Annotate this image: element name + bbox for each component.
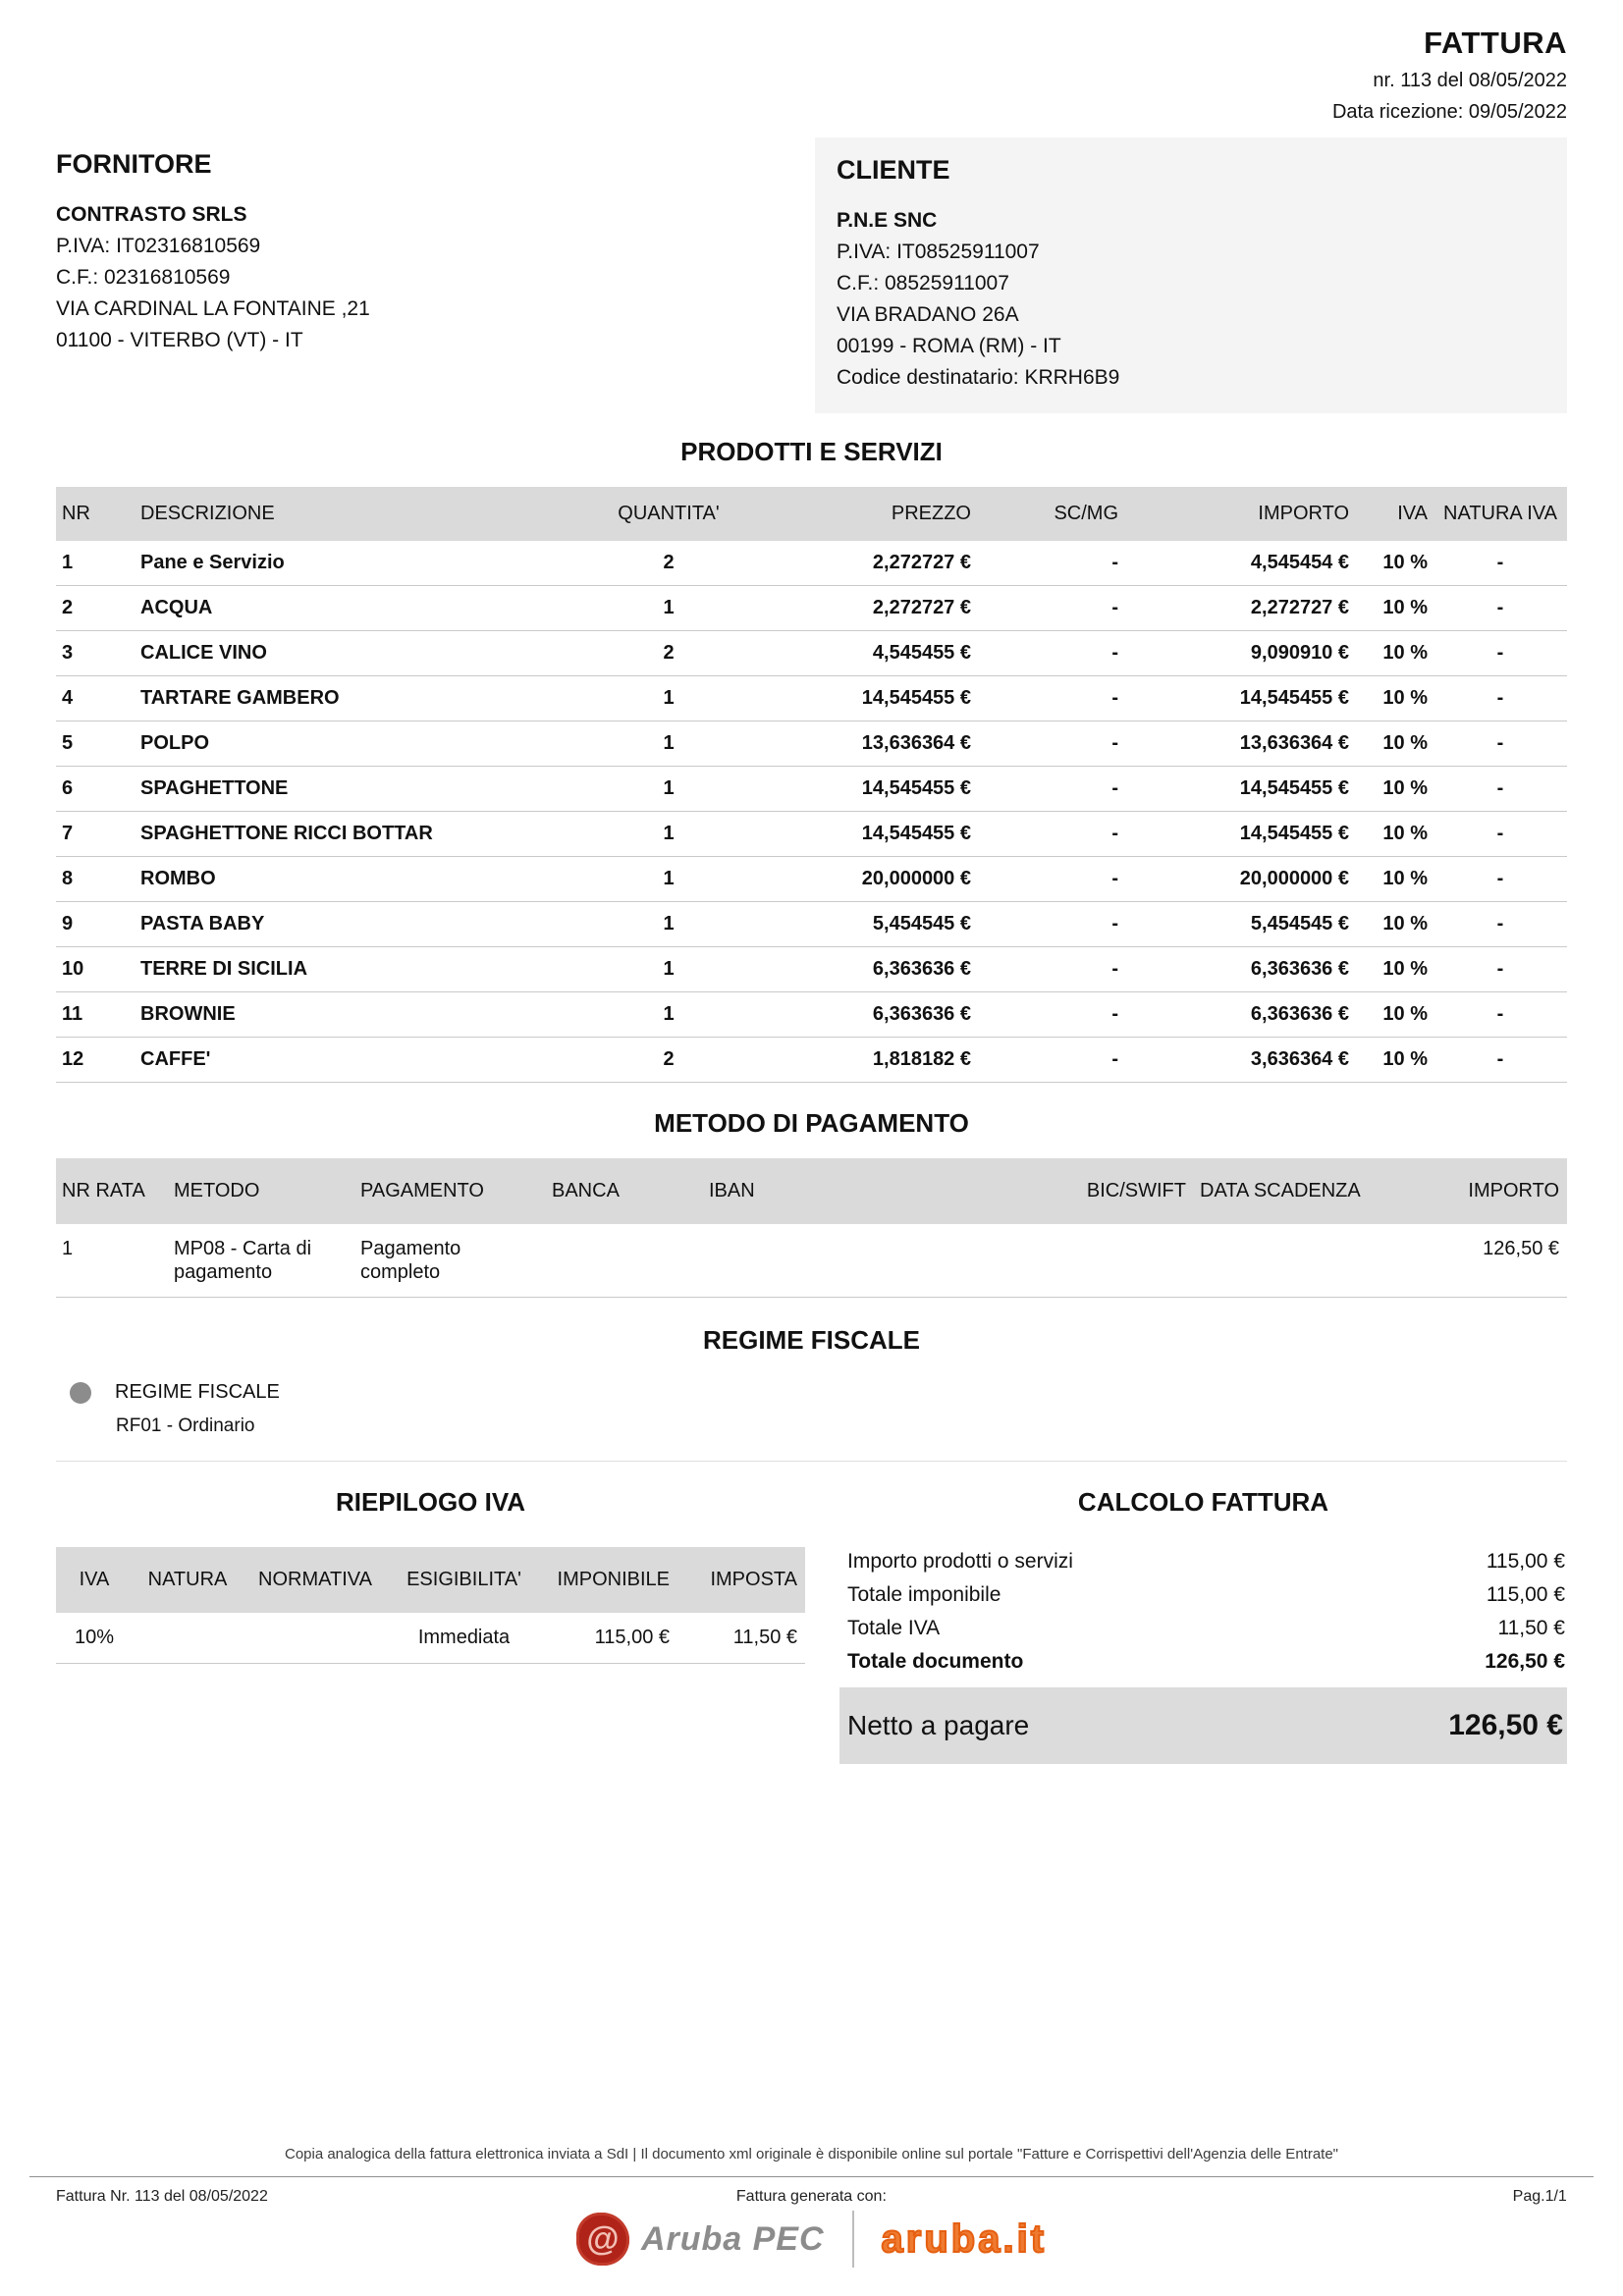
supplier-fiscal-code: C.F.: 02316810569 — [56, 266, 231, 289]
table-cell: 1 — [571, 676, 768, 721]
footer-page-number: Pag.1/1 — [1512, 2188, 1567, 2205]
invoice-number-line: nr. 113 del 08/05/2022 — [1373, 70, 1567, 91]
table-row — [56, 992, 1567, 1038]
table-cell — [1027, 1224, 1194, 1298]
customer-sdi-code: Codice destinatario: KRRH6B9 — [837, 366, 1120, 389]
table-cell: - — [979, 857, 1126, 902]
table-row — [56, 857, 1567, 902]
table-cell: - — [1435, 586, 1567, 631]
table-row — [56, 767, 1567, 812]
table-cell: 2 — [571, 541, 768, 586]
footer-disclaimer: Copia analogica della fattura elettronica inviata a SdI | Il documento xml originale è disponibile online sul portale "Fatture e Corrispettivi dell'Agenzia delle Entrate" — [284, 2146, 1338, 2163]
table-cell: 3 — [56, 631, 135, 676]
table-cell: - — [979, 721, 1126, 767]
products-section — [56, 437, 1567, 1083]
table-cell: 126,50 € — [1400, 1224, 1567, 1298]
table-cell: - — [979, 812, 1126, 857]
table-cell: 10 % — [1357, 767, 1435, 812]
aruba-seal-at-icon: @ — [576, 2213, 629, 2266]
table-header-row — [56, 487, 1567, 541]
table-cell: 11 — [56, 992, 135, 1038]
table-cell: 1 — [571, 992, 768, 1038]
table-cell: - — [1435, 721, 1567, 767]
table-cell: MP08 - Carta di pagamento — [168, 1224, 354, 1298]
totals-value: 126,50 € — [1485, 1650, 1565, 1673]
table-cell: 6 — [56, 767, 135, 812]
column-header: IVA — [56, 1547, 135, 1613]
aruba-pec-logo-text: Aruba PEC — [640, 2219, 825, 2258]
table-cell: 9 — [56, 902, 135, 947]
totals-value: 11,50 € — [1497, 1617, 1565, 1639]
totals-label: Totale imponibile — [847, 1583, 1001, 1606]
table-cell: 7 — [56, 812, 135, 857]
table-cell: POLPO — [135, 721, 571, 767]
table-cell: - — [1435, 857, 1567, 902]
table-cell: 14,545455 € — [1126, 767, 1357, 812]
table-cell: 10 — [56, 947, 135, 992]
table-cell: 14,545455 € — [1126, 676, 1357, 721]
table-cell: 6,363636 € — [768, 992, 979, 1038]
vat-summary-block — [56, 1487, 805, 1764]
table-cell: Immediata — [390, 1613, 540, 1664]
table-cell: 1 — [56, 1224, 168, 1298]
column-header: NR — [56, 487, 135, 541]
table-cell — [703, 1224, 1027, 1298]
table-cell: ACQUA — [135, 586, 571, 631]
table-cell: Pagamento completo — [354, 1224, 546, 1298]
column-header: QUANTITA' — [571, 487, 768, 541]
table-cell: 10 % — [1357, 902, 1435, 947]
supplier-address: VIA CARDINAL LA FONTAINE ,21 — [56, 297, 370, 320]
products-table — [56, 487, 1567, 1083]
table-cell: 14,545455 € — [768, 676, 979, 721]
customer-address: VIA BRADANO 26A — [837, 303, 1019, 326]
table-cell: 1 — [56, 541, 135, 586]
table-cell: - — [1435, 947, 1567, 992]
customer-vat: P.IVA: IT08525911007 — [837, 240, 1040, 263]
table-cell: 3,636364 € — [1126, 1038, 1357, 1083]
table-cell: 1 — [571, 947, 768, 992]
totals-row — [839, 1612, 1567, 1645]
customer-name: P.N.E SNC — [837, 209, 938, 232]
totals-label: Totale documento — [847, 1650, 1024, 1673]
totals-row — [839, 1578, 1567, 1612]
tax-regime-row — [70, 1381, 1567, 1404]
bullet-icon — [70, 1382, 91, 1404]
table-cell: 4 — [56, 676, 135, 721]
table-cell: - — [979, 767, 1126, 812]
table-cell: 2,272727 € — [1126, 586, 1357, 631]
document-title: FATTURA — [1424, 26, 1567, 60]
column-header: PREZZO — [768, 487, 979, 541]
table-cell: 1,818182 € — [768, 1038, 979, 1083]
table-cell: - — [979, 586, 1126, 631]
table-cell: - — [1435, 1038, 1567, 1083]
table-cell: - — [1435, 992, 1567, 1038]
table-cell: 10 % — [1357, 812, 1435, 857]
net-due-value: 126,50 € — [1448, 1709, 1563, 1741]
table-row — [56, 902, 1567, 947]
customer-fiscal-code: C.F.: 08525911007 — [837, 272, 1009, 294]
column-header: PAGAMENTO — [354, 1158, 546, 1224]
table-cell: 6,363636 € — [1126, 947, 1357, 992]
table-cell: 14,545455 € — [1126, 812, 1357, 857]
table-cell: 14,545455 € — [768, 812, 979, 857]
table-cell: 20,000000 € — [768, 857, 979, 902]
table-cell: TARTARE GAMBERO — [135, 676, 571, 721]
table-cell — [243, 1613, 390, 1664]
table-row — [56, 721, 1567, 767]
table-cell: 4,545454 € — [1126, 541, 1357, 586]
table-row — [56, 812, 1567, 857]
table-row — [56, 676, 1567, 721]
tax-regime-section-title: REGIME FISCALE — [702, 1325, 920, 1355]
vat-summary-table — [56, 1547, 805, 1664]
supplier-block — [56, 137, 743, 356]
table-row — [56, 631, 1567, 676]
table-cell: 115,00 € — [540, 1613, 677, 1664]
supplier-name: CONTRASTO SRLS — [56, 203, 247, 226]
table-header-row — [56, 1547, 805, 1613]
column-header: BIC/SWIFT — [1027, 1158, 1194, 1224]
invoice-totals-rows — [839, 1545, 1567, 1679]
supplier-section-title: FORNITORE — [56, 149, 212, 179]
parties-section — [56, 137, 1567, 413]
table-cell — [135, 1613, 243, 1664]
table-cell: 2,272727 € — [768, 586, 979, 631]
table-row — [56, 586, 1567, 631]
table-cell: 1 — [571, 902, 768, 947]
table-cell: 10 % — [1357, 721, 1435, 767]
table-cell: 11,50 € — [677, 1613, 805, 1664]
totals-value: 115,00 € — [1486, 1550, 1565, 1573]
column-header: IBAN — [703, 1158, 1027, 1224]
payment-table — [56, 1158, 1567, 1298]
table-cell: SPAGHETTONE RICCI BOTTAR — [135, 812, 571, 857]
table-cell: 10% — [56, 1613, 135, 1664]
column-header: IVA — [1357, 487, 1435, 541]
column-header: DATA SCADENZA — [1194, 1158, 1400, 1224]
products-section-title: PRODOTTI E SERVIZI — [680, 437, 943, 466]
supplier-city: 01100 - VITERBO (VT) - IT — [56, 329, 303, 351]
table-cell: 1 — [571, 721, 768, 767]
table-cell: CAFFE' — [135, 1038, 571, 1083]
reception-date-line: Data ricezione: 09/05/2022 — [1331, 101, 1567, 123]
column-header: SC/MG — [979, 487, 1126, 541]
table-cell: 2 — [571, 631, 768, 676]
column-header: METODO — [168, 1158, 354, 1224]
aruba-it-logo: aruba.it — [881, 2216, 1048, 2261]
table-cell: - — [1435, 676, 1567, 721]
table-cell: 6,363636 € — [1126, 992, 1357, 1038]
table-cell: 2,272727 € — [768, 541, 979, 586]
column-header: IMPORTO — [1400, 1158, 1567, 1224]
table-cell: 10 % — [1357, 1038, 1435, 1083]
column-header: IMPOSTA — [677, 1547, 805, 1613]
table-cell: - — [979, 541, 1126, 586]
net-due-band — [839, 1687, 1567, 1764]
column-header: IMPORTO — [1126, 487, 1357, 541]
customer-city: 00199 - ROMA (RM) - IT — [837, 335, 1061, 357]
table-cell: BROWNIE — [135, 992, 571, 1038]
table-cell: - — [1435, 541, 1567, 586]
table-cell: 10 % — [1357, 631, 1435, 676]
table-cell: Pane e Servizio — [135, 541, 571, 586]
table-row — [56, 1224, 1567, 1298]
footer-logos — [0, 2211, 1623, 2268]
table-row — [56, 1038, 1567, 1083]
table-cell: CALICE VINO — [135, 631, 571, 676]
column-header: DESCRIZIONE — [135, 487, 571, 541]
table-cell: - — [1435, 767, 1567, 812]
column-header: IMPONIBILE — [540, 1547, 677, 1613]
net-due-label: Netto a pagare — [847, 1710, 1030, 1740]
column-header: BANCA — [546, 1158, 703, 1224]
table-cell: 2 — [56, 586, 135, 631]
totals-label: Totale IVA — [847, 1617, 941, 1639]
table-cell: - — [979, 902, 1126, 947]
table-cell: PASTA BABY — [135, 902, 571, 947]
vat-summary-title: RIEPILOGO IVA — [335, 1487, 526, 1517]
totals-row — [839, 1545, 1567, 1578]
table-cell: 8 — [56, 857, 135, 902]
tax-regime-section — [56, 1325, 1567, 1462]
column-header: NATURA — [135, 1547, 243, 1613]
table-header-row — [56, 1158, 1567, 1224]
column-header: ESIGIBILITA' — [390, 1547, 540, 1613]
table-cell — [546, 1224, 703, 1298]
table-cell: 10 % — [1357, 541, 1435, 586]
document-header — [56, 26, 1567, 124]
table-cell: - — [1435, 631, 1567, 676]
table-cell: 4,545455 € — [768, 631, 979, 676]
table-cell: 1 — [571, 857, 768, 902]
table-cell: TERRE DI SICILIA — [135, 947, 571, 992]
totals-label: Importo prodotti o servizi — [847, 1550, 1073, 1573]
table-row — [56, 541, 1567, 586]
invoice-totals-title: CALCOLO FATTURA — [1077, 1487, 1329, 1517]
table-cell: - — [979, 947, 1126, 992]
table-cell: 1 — [571, 586, 768, 631]
table-cell: 5,454545 € — [1126, 902, 1357, 947]
table-cell: - — [979, 676, 1126, 721]
column-header: NR RATA — [56, 1158, 168, 1224]
table-cell: 2 — [571, 1038, 768, 1083]
table-cell: - — [1435, 812, 1567, 857]
footer-generated-with: Fattura generata con: — [735, 2188, 887, 2205]
tax-regime-label: REGIME FISCALE — [115, 1381, 280, 1403]
customer-section-title: CLIENTE — [837, 155, 950, 185]
table-cell: - — [1435, 902, 1567, 947]
table-cell: ROMBO — [135, 857, 571, 902]
table-row — [56, 1613, 805, 1664]
tax-regime-value: RF01 - Ordinario — [116, 1415, 255, 1436]
table-cell: 20,000000 € — [1126, 857, 1357, 902]
table-cell: 10 % — [1357, 992, 1435, 1038]
table-cell: 10 % — [1357, 947, 1435, 992]
column-header: NATURA IVA — [1435, 487, 1567, 541]
column-header: NORMATIVA — [243, 1547, 390, 1613]
table-cell: 5 — [56, 721, 135, 767]
payment-section-title: METODO DI PAGAMENTO — [654, 1108, 969, 1138]
table-cell: 13,636364 € — [1126, 721, 1357, 767]
table-cell: 1 — [571, 812, 768, 857]
table-cell: 13,636364 € — [768, 721, 979, 767]
table-cell: 10 % — [1357, 857, 1435, 902]
logo-divider — [852, 2211, 854, 2268]
table-cell: - — [979, 631, 1126, 676]
table-cell: 5,454545 € — [768, 902, 979, 947]
footer-invoice-ref: Fattura Nr. 113 del 08/05/2022 — [56, 2188, 268, 2205]
table-cell — [1194, 1224, 1400, 1298]
table-cell: 10 % — [1357, 676, 1435, 721]
table-cell: - — [979, 1038, 1126, 1083]
totals-value: 115,00 € — [1486, 1583, 1565, 1606]
table-cell: 12 — [56, 1038, 135, 1083]
table-cell: SPAGHETTONE — [135, 767, 571, 812]
table-cell: 6,363636 € — [768, 947, 979, 992]
footer-divider — [29, 2176, 1594, 2177]
payment-section — [56, 1108, 1567, 1298]
aruba-pec-logo — [576, 2213, 825, 2266]
table-cell: 10 % — [1357, 586, 1435, 631]
table-row — [56, 947, 1567, 992]
totals-row-document — [839, 1645, 1567, 1679]
table-cell: 1 — [571, 767, 768, 812]
customer-block — [815, 137, 1567, 413]
table-cell: - — [979, 992, 1126, 1038]
invoice-totals-block — [839, 1487, 1567, 1764]
supplier-vat: P.IVA: IT02316810569 — [56, 235, 261, 257]
table-cell: 9,090910 € — [1126, 631, 1357, 676]
section-divider — [56, 1461, 1567, 1462]
footer-row — [56, 2188, 1567, 2206]
table-cell: 14,545455 € — [768, 767, 979, 812]
summary-section — [56, 1487, 1567, 1764]
